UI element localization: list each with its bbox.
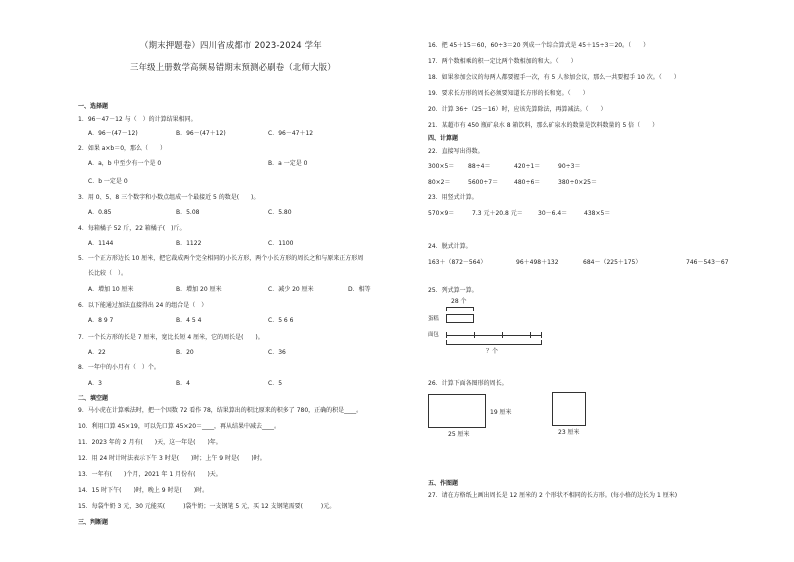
question-22: 22．直接写出得数。 — [428, 148, 484, 155]
question-5-line-2: 长比较（ ）。 — [88, 270, 128, 277]
q4-option-a: A．1144 — [88, 240, 114, 247]
question-15: 15．每袋牛奶 3 元，30 元能买( )袋牛奶；一支钢笔 5 元，买 12 支钢笔需要( )元。 — [78, 503, 336, 510]
question-4: 4．每箱橘子 52 斤，22 箱橘子( )斤。 — [78, 225, 186, 232]
bread-tick-4 — [530, 332, 531, 338]
bread-tick-3 — [502, 332, 503, 338]
question-5-line-1: 5．一个正方形边长 10 厘米，把它裁成两个完全相同的小长方形，两个小长方形的周长之和与原来正方形周 — [78, 255, 364, 262]
square-side-label: 23 厘米 — [558, 429, 580, 436]
diagram-question-label: ？个 — [486, 348, 499, 355]
bread-tick-1 — [446, 332, 447, 338]
diagram-label-cake: 蛋糕 — [428, 316, 439, 322]
q8-option-c: C．5 — [268, 380, 283, 387]
question-19: 19．要求长方形的周长必须要知道长方形的长和宽。（ ） — [428, 90, 589, 97]
section-calc: 四、计算题 — [428, 135, 459, 142]
question-23: 23．用竖式计算。 — [428, 194, 478, 201]
q7-option-b: B．20 — [176, 349, 194, 356]
rectangle-height-label: 19 厘米 — [490, 409, 512, 416]
section-judge: 三、判断题 — [78, 519, 109, 526]
bread-bar — [446, 335, 542, 336]
vertical-calc-3: 30－6.4＝ — [538, 210, 568, 217]
section-fill: 二、填空题 — [78, 395, 109, 402]
question-24: 24．脱式计算。 — [428, 243, 472, 250]
question-18: 18．如果参加会议的每两人都要握手一次，有 5 人参加会议，那么一共要握手 10 次。（ ） — [428, 74, 680, 81]
question-14: 14．15 时下午( )时，晚上 9 时是( )时。 — [78, 487, 209, 494]
calc-row1-4: 90÷3＝ — [558, 163, 581, 170]
q8-option-a: A．3 — [88, 380, 102, 387]
q6-option-b: B．4 5 4 — [176, 317, 202, 324]
question-8: 8．一年中的小月有（ ）个。 — [78, 364, 160, 371]
calc-row2-2: 5600÷7＝ — [468, 179, 499, 186]
calc-row1-1: 300×5＝ — [428, 163, 455, 170]
vertical-calc-2: 7.3 元＋20.8 元＝ — [472, 210, 523, 217]
question-25: 25．列式算一算。 — [428, 287, 478, 294]
calc-row2-1: 80×2＝ — [428, 179, 451, 186]
q8-option-b: B．4 — [176, 380, 190, 387]
calc-row1-3: 420÷1＝ — [514, 163, 541, 170]
q2-option-a: A．a，b 中至少有一个是 0 — [88, 160, 162, 167]
question-21: 21．某超市有 450 瓶矿泉水 8 箱饮料，那么矿泉水的数量是饮料数量的 5 倍（ ） — [428, 122, 659, 129]
vertical-calc-1: 570×9＝ — [428, 210, 455, 217]
question-12: 12．用 24 时计时法表示下午 3 时是( )时；上午 9 时是( )时。 — [78, 455, 266, 462]
q1-option-a: A．96－(47－12) — [88, 130, 138, 137]
q1-option-b: B．96－(47＋12) — [176, 130, 226, 137]
q6-option-c: C．5 6 6 — [268, 317, 294, 324]
question-6: 6．以下能通过加法直接得出 24 的组合是（ ） — [78, 302, 208, 309]
q5-option-c: C．减少 20 厘米 — [268, 286, 314, 293]
mixed-calc-4: 746－543－67 — [686, 259, 729, 266]
title-line-1: （期末押题卷）四川省成都市 2023-2024 学年 — [140, 40, 322, 50]
q3-option-c: C．5.80 — [268, 209, 292, 216]
q3-option-b: B．5.08 — [176, 209, 200, 216]
q5-option-b: B．增加 20 厘米 — [176, 286, 222, 293]
diagram-brace-bottom — [446, 340, 542, 345]
question-3: 3．用 0、5、8 三个数字和小数点组成一个最接近 5 的数是( )。 — [78, 194, 260, 201]
q1-option-c: C．96－47＋12 — [268, 130, 314, 137]
diagram-label-bread: 面包 — [428, 332, 439, 338]
question-13: 13．一年有( )个月，2021 年 1 月份有( )天。 — [78, 471, 222, 478]
title-line-2: 三年级上册数学高频易错期末预测必刷卷（北师大版） — [130, 62, 336, 72]
rectangle-width-label: 25 厘米 — [448, 431, 470, 438]
q7-option-c: C．36 — [268, 349, 286, 356]
q4-option-b: B．1122 — [176, 240, 202, 247]
bread-tick-5 — [541, 332, 542, 338]
q7-option-a: A．22 — [88, 349, 106, 356]
q2-option-b: B．a 一定是 0 — [268, 160, 308, 167]
question-2: 2．如果 a×b＝0，那么（ ） — [78, 145, 167, 152]
diagram-brace-top — [446, 307, 474, 311]
question-11: 11．2023 年的 2 月有( )天，这一年是( )年。 — [78, 439, 222, 446]
rectangle-figure — [428, 394, 486, 428]
question-20: 20．计算 36÷（25－16）时，应该先算除法，再算减法。（ ） — [428, 106, 607, 113]
question-7: 7．一个长方形的长是 7 厘米，宽比长短 4 厘米，它的周长是( )。 — [78, 334, 264, 341]
section-choice: 一、选择题 — [78, 103, 109, 110]
q2-option-c: C．b 一定是 0 — [88, 178, 128, 185]
calc-row2-3: 480÷6＝ — [514, 179, 541, 186]
question-26: 26．计算下面各图形的周长。 — [428, 380, 508, 387]
segment-diagram — [428, 298, 548, 360]
q5-option-d: D．相等 — [348, 286, 371, 293]
mixed-calc-1: 163＋（872－564） — [428, 259, 487, 266]
q4-option-c: C．1100 — [268, 240, 294, 247]
question-27: 27．请在方格纸上画出周长是 12 厘米的 2 个形状不相同的长方形。(每小格的边长为 1 厘米) — [428, 492, 678, 499]
question-16: 16．把 45＋15＝60，60÷3＝20 列成一个综合算式是 45＋15÷3＝20。（ ） — [428, 42, 650, 49]
q6-option-a: A．8 9 7 — [88, 317, 114, 324]
question-1: 1．96－47－12 与（ ）的计算结果相同。 — [78, 116, 197, 123]
question-10: 10．利用口算 45×19，可以先口算 45×20＝____，再从结果中减去____。 — [78, 423, 281, 430]
bread-tick-2 — [474, 332, 475, 338]
q5-option-a: A．增加 10 厘米 — [88, 286, 134, 293]
diagram-top-label: 28 个 — [451, 298, 467, 305]
question-17: 17．两个数相乘的积一定比两个数相加的和大。（ ） — [428, 58, 577, 65]
q3-option-a: A．0.85 — [88, 209, 112, 216]
cake-bar — [446, 314, 474, 323]
mixed-calc-2: 96＋498＋132 — [516, 259, 559, 266]
calc-row1-2: 88÷4＝ — [468, 163, 491, 170]
section-draw: 五、作图题 — [428, 480, 459, 487]
calc-row2-4: 380÷0×25＝ — [558, 179, 597, 186]
vertical-calc-4: 438×5＝ — [584, 210, 611, 217]
square-figure — [552, 392, 586, 426]
mixed-calc-3: 684－（225＋175） — [583, 259, 642, 266]
question-9: 9．马小虎在计算乘法时，把一个因数 72 看作 78，结果算出的积比原来的积多了 780，正确的积是____。 — [78, 407, 363, 414]
